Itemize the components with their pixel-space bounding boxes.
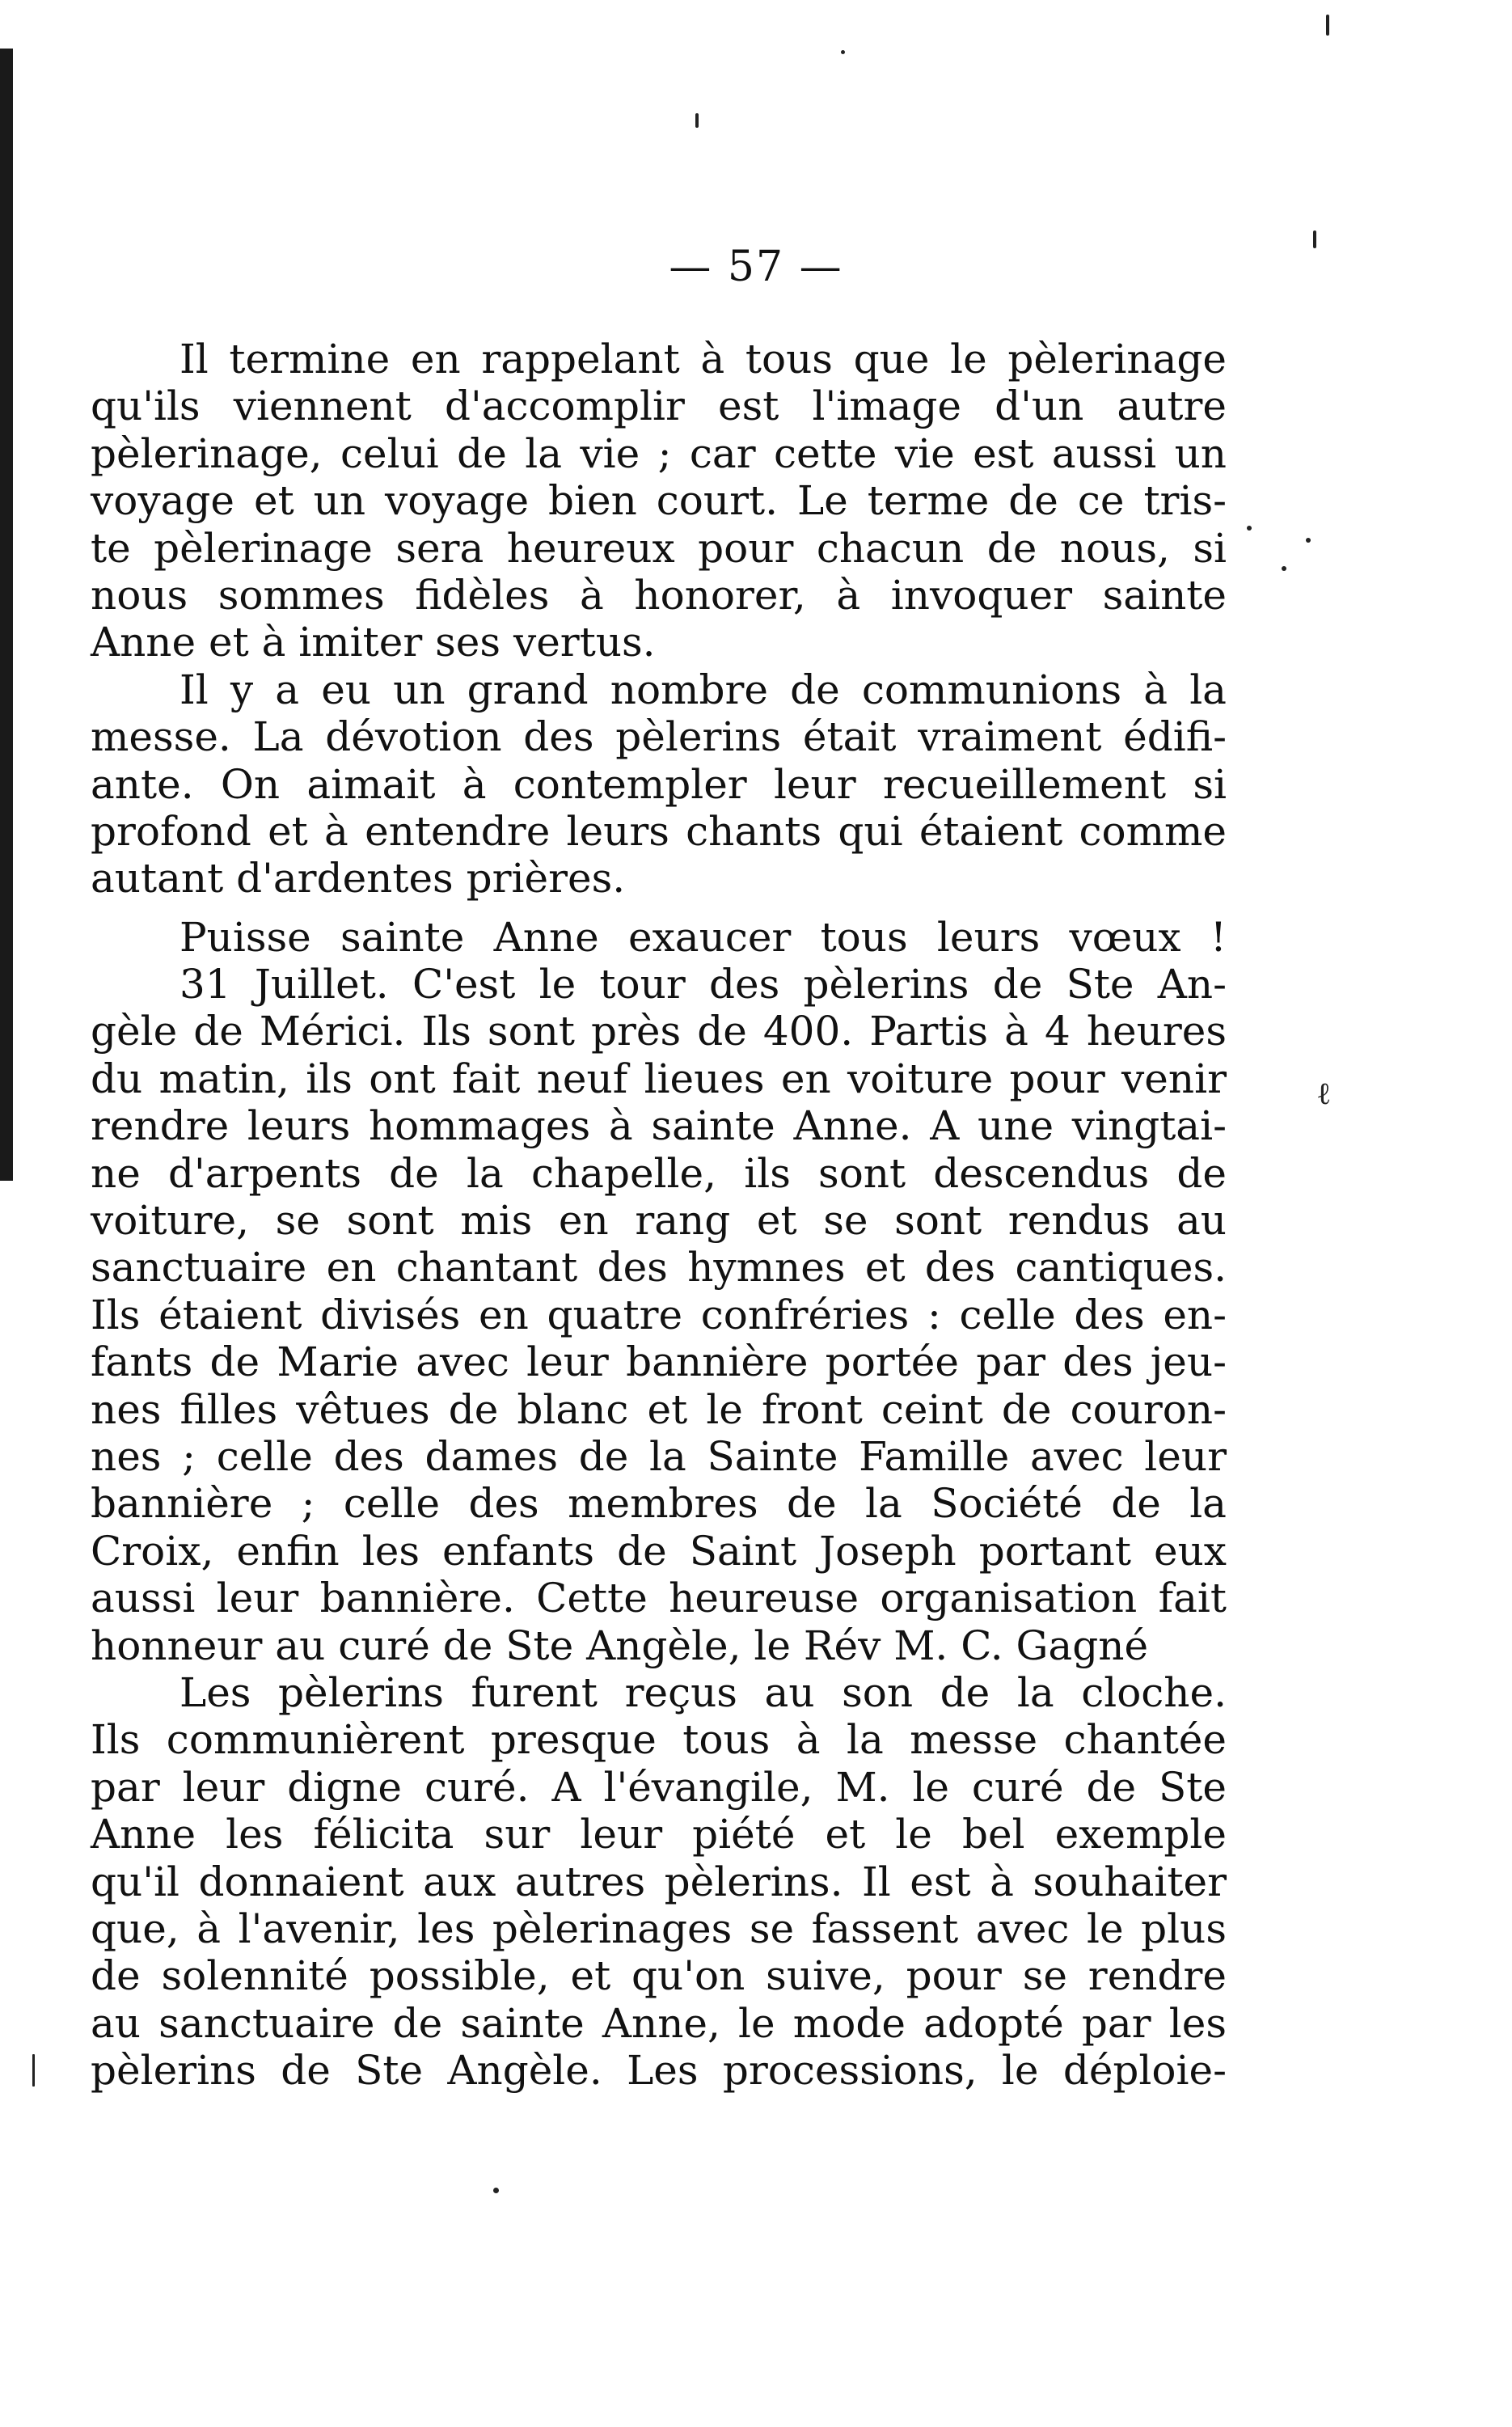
print-speck: [1326, 15, 1329, 36]
text-line: Anne et à imiter ses vertus.: [91, 619, 656, 666]
text-line: rendre leurs hommages à sainte Anne. A une vingtai-: [91, 1102, 1227, 1150]
print-speck: [1282, 566, 1286, 571]
text-line: Croix, enfin les enfants de Saint Joseph portant eux: [91, 1527, 1227, 1575]
text-line: gèle de Mérici. Ils sont près de 400. Partis à 4 heures: [91, 1008, 1227, 1055]
margin-mark: ℓ: [1316, 1076, 1332, 1111]
text-line: qu'ils viennent d'accomplir est l'image d'un autre: [91, 383, 1227, 430]
text-line: Puisse sainte Anne exaucer tous leurs vœux !: [179, 913, 1227, 961]
text-line: Ils étaient divisés en quatre confréries : celle des en-: [91, 1291, 1227, 1338]
text-line: 31 Juillet. C'est le tour des pèlerins de Ste An-: [179, 961, 1227, 1008]
print-speck: [1306, 538, 1311, 543]
text-line: aussi leur bannière. Cette heureuse organisation fait: [91, 1575, 1227, 1622]
text-line: Il termine en rappelant à tous que le pèlerinage: [179, 336, 1227, 383]
binding-shadow: [0, 49, 13, 1181]
text-line: Les pèlerins furent reçus au son de la cloche.: [179, 1668, 1227, 1716]
text-line: que, à l'avenir, les pèlerinages se fassent avec le plus: [91, 1905, 1227, 1952]
text-line: nes filles vêtues de blanc et le front ceint de couron-: [91, 1385, 1227, 1433]
print-speck: [32, 2054, 35, 2087]
text-line: au sanctuaire de sainte Anne, le mode adopté par les: [91, 1999, 1227, 2047]
text-line: Ils communièrent presque tous à la messe chantée: [91, 1716, 1227, 1764]
print-speck: [695, 113, 699, 128]
text-line: du matin, ils ont fait neuf lieues en voiture pour venir: [91, 1055, 1227, 1102]
text-line: pèlerinage, celui de la vie ; car cette vie est aussi un: [91, 429, 1227, 477]
text-line: messe. La dévotion des pèlerins était vraiment édifi-: [91, 713, 1227, 761]
text-line: par leur digne curé. A l'évangile, M. le curé de Ste: [91, 1763, 1227, 1811]
print-speck: [841, 50, 845, 54]
text-line: pèlerins de Ste Angèle. Les processions, le déploie-: [91, 2047, 1227, 2095]
text-line: Anne les félicita sur leur piété et le bel exemple: [91, 1811, 1227, 1858]
text-line: bannière ; celle des membres de la Société de la: [91, 1480, 1227, 1528]
text-line: ante. On aimait à contempler leur recueillement si: [91, 760, 1227, 808]
text-line: Il y a eu un grand nombre de communions à la: [179, 666, 1227, 713]
text-line: voyage et un voyage bien court. Le terme de ce tris-: [91, 477, 1227, 525]
text-line: fants de Marie avec leur bannière portée par des jeu-: [91, 1338, 1227, 1386]
text-line: honneur au curé de Ste Angèle, le Rév M. C. Gagné: [91, 1622, 1149, 1669]
text-line: sanctuaire en chantant des hymnes et des cantiques.: [91, 1244, 1227, 1292]
text-line: nous sommes fidèles à honorer, à invoquer sainte: [91, 571, 1227, 619]
body-text: [91, 336, 1227, 2094]
text-line: te pèlerinage sera heureux pour chacun de nous, si: [91, 524, 1227, 572]
text-line: qu'il donnaient aux autres pèlerins. Il est à souhaiter: [91, 1858, 1227, 1905]
text-line: de solennité possible, et qu'on suive, pour se rendre: [91, 1952, 1227, 2000]
text-line: nes ; celle des dames de la Sainte Famille avec leur: [91, 1432, 1227, 1480]
page-number: — 57 —: [669, 243, 843, 291]
text-line: ne d'arpents de la chapelle, ils sont descendus de: [91, 1149, 1227, 1197]
print-speck: [1247, 526, 1252, 531]
text-line: voiture, se sont mis en rang et se sont rendus au: [91, 1197, 1227, 1245]
print-speck: [493, 2188, 499, 2193]
text-line: autant d'ardentes prières.: [91, 855, 626, 903]
text-line: profond et à entendre leurs chants qui étaient comme: [91, 807, 1227, 855]
